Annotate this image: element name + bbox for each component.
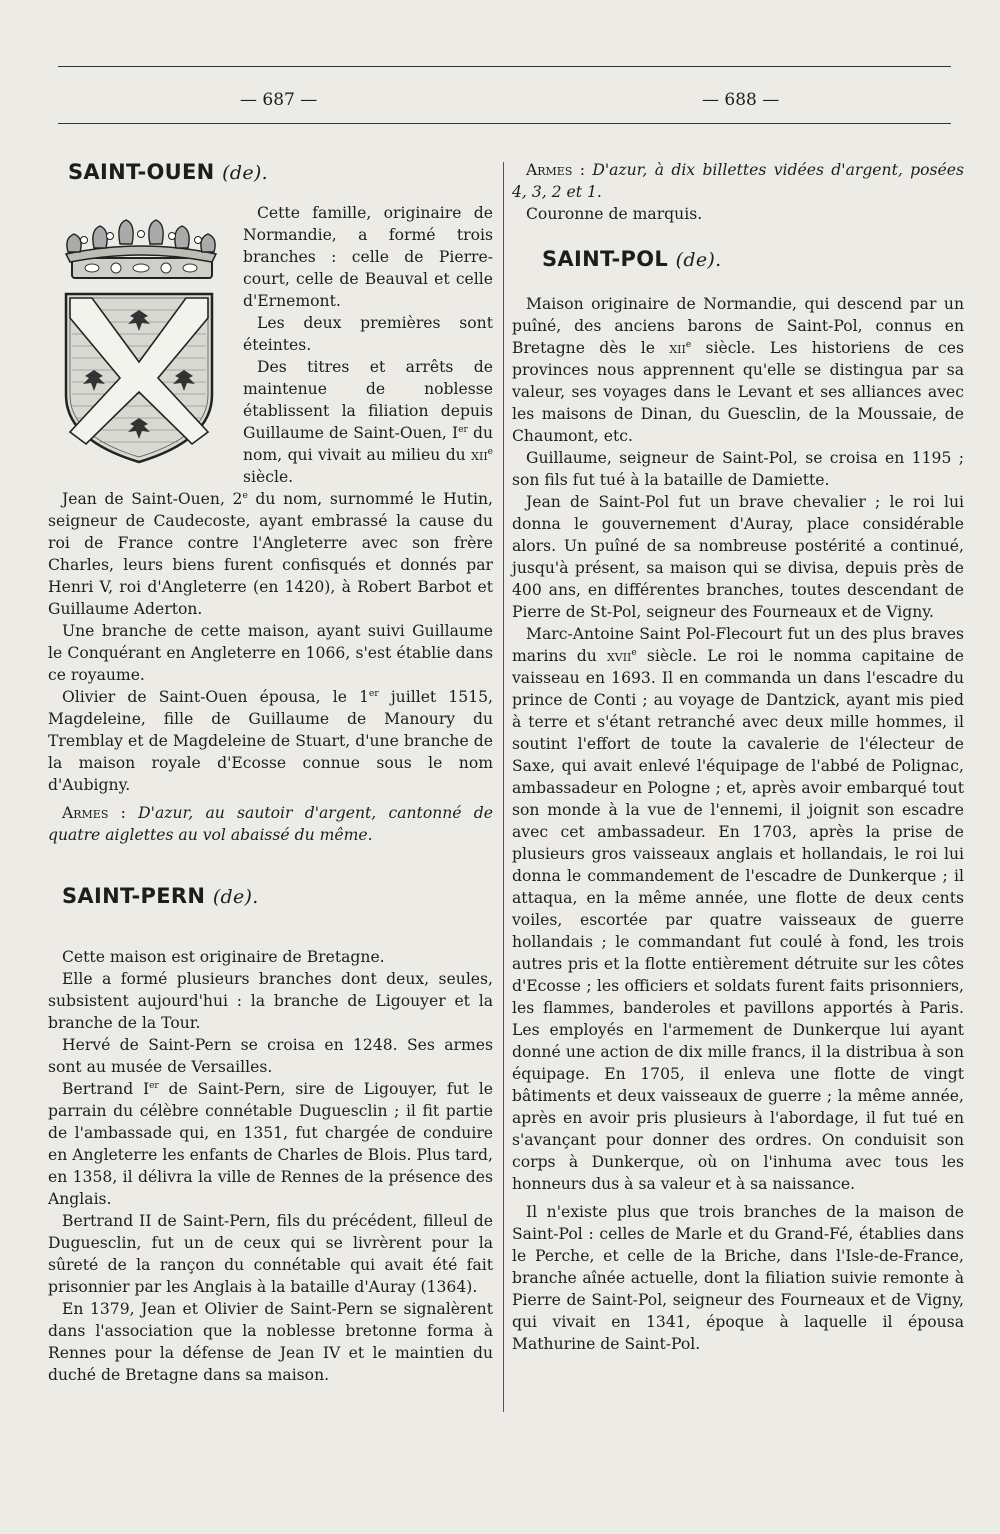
saint-pol-p4 <box>512 623 964 1195</box>
saint-pol-p4-a: Marc-Antoine Saint Pol-Flecourt fut un des plus braves marins du <box>512 625 964 665</box>
saint-ouen-p4-a: Jean de Saint-Ouen, 2 <box>62 490 243 508</box>
saint-ouen-p3-c: siècle. <box>243 468 294 486</box>
saint-ouen-p6-a: Olivier de Saint-Ouen épousa, le 1 <box>62 688 370 706</box>
right-column <box>512 155 964 1355</box>
superscript: er <box>369 688 379 699</box>
marquis-crown-icon <box>66 220 216 278</box>
superscript: e <box>631 647 637 658</box>
saint-pern-p3: Hervé de Saint-Pern se croisa en 1248. Ses armes sont au musée de Versailles. <box>48 1036 493 1076</box>
arms-label: Armes : <box>62 804 126 822</box>
saint-ouen-p3-a: Des titres et arrêts de maintenue de noblesse établissent la filiation depuis Guillaume de Saint-Ouen, I <box>243 358 493 442</box>
saint-pern-p5: Bertrand II de Saint-Pern, fils du précédent, filleul de Duguesclin, fut un de ceux qui se livrèrent pour la sûreté de la rançon du connétable qui avait été fait prisonnier par les Anglais à la bataille d'Auray (1364). <box>48 1212 493 1296</box>
saint-pol-heading <box>542 247 964 271</box>
century-numeral: xvii <box>606 647 632 665</box>
superscript: er <box>458 424 468 435</box>
page-number-right: — 688 — <box>702 90 780 110</box>
saint-ouen-p6 <box>48 686 493 796</box>
column-separator <box>503 162 504 1412</box>
saint-pern-title: SAINT-PERN <box>62 884 206 908</box>
superscript: e <box>242 490 248 501</box>
superscript: e <box>487 446 493 457</box>
century-numeral: xii <box>471 446 488 464</box>
saint-pern-de: (de). <box>212 886 259 908</box>
saint-pol-p1-b: siècle. Les historiens de ces provinces nous apprennent qu'elle se distingua par sa valeur, ses voyages dans le Levant et ses alliances avec les maisons de Dinan, du Guesclin, de la Moussaie, de Chaumont, etc. <box>512 339 964 445</box>
saint-ouen-p3-b: du nom, qui vivait au milieu du <box>243 424 493 464</box>
shield-icon <box>66 294 212 462</box>
arms-text: D'azur, à dix billettes vidées d'argent, posées 4, 3, 2 et 1. <box>512 161 964 201</box>
saint-ouen-p6-b: juillet 1515, Magdeleine, fille de Guillaume de Manoury du Tremblay et de Magdeleine de Stuart, d'une branche de la maison royale d'Ecosse connue sous le nom d'Aubigny. <box>48 688 494 794</box>
saint-ouen-heading <box>68 160 493 184</box>
arms-text: D'azur, au sautoir d'argent, cantonné de quatre aiglettes au vol abaissé du même. <box>48 804 493 844</box>
saint-pol-p2: Guillaume, seigneur de Saint-Pol, se croisa en 1195 ; son fils fut tué à la bataille de Damiette. <box>512 449 964 489</box>
top-rule <box>58 66 951 67</box>
saint-pern-p1: Cette maison est originaire de Bretagne. <box>62 948 385 966</box>
page-number-left: — 687 — <box>240 90 318 110</box>
saint-pern-p4 <box>48 1078 493 1210</box>
saint-pern-p6: En 1379, Jean et Olivier de Saint-Pern se signalèrent dans l'association que la noblesse bretonne forma à Rennes pour la défense de Jean IV et le maintien du duché de Bretagne dans sa maison. <box>48 1300 493 1384</box>
saint-pol-de: (de). <box>675 249 722 271</box>
saint-ouen-p2: Les deux premières sont éteintes. <box>243 314 493 354</box>
saint-ouen-p5: Une branche de cette maison, ayant suivi Guillaume le Conquérant en Angleterre en 1066, s'est établie dans ce royaume. <box>48 622 493 684</box>
saint-ouen-de: (de). <box>222 162 268 184</box>
saint-ouen-p4-b: du nom, surnommé le Hutin, seigneur de Caudecoste, ayant embrassé la cause du roi de France contre l'Angleterre avec son frère Charles, leurs biens furent confisqués et donnés par Henri V, roi d'Angleterre (en 1420), à Robert Barbot et Guillaume Aderton. <box>48 490 493 618</box>
saint-ouen-coat-of-arms <box>54 210 229 470</box>
saint-ouen-p4 <box>48 488 493 620</box>
saint-pol-title: SAINT-POL <box>542 247 669 271</box>
superscript: er <box>149 1080 159 1091</box>
header-rule <box>58 123 951 124</box>
saint-pern-p4-b: de Saint-Pern, sire de Ligouyer, fut le parrain du célèbre connétable Duguesclin ; il fit partie de l'ambassade qui, en 1351, fut chargée de conduire en Angleterre les enfants de Charles de Blois. Plus tard, en 1358, il délivra la ville de Rennes de la présence des Anglais. <box>48 1080 493 1208</box>
arms-label: Armes : <box>526 161 585 179</box>
saint-ouen-title: SAINT-OUEN <box>68 160 215 184</box>
saint-pol-p3: Jean de Saint-Pol fut un brave chevalier ; le roi lui donna le gouvernement d'Auray, place considérable alors. Un puîné de sa nombreuse postérité a continué, jusqu'à présent, sa maison qui se divisa, depuis près de 400 ans, en différentes branches, toutes descendant de Pierre de St-Pol, seigneur des Fourneaux et de Vigny. <box>512 493 964 621</box>
superscript: e <box>685 339 692 350</box>
crown-text: Couronne de marquis. <box>526 205 703 223</box>
saint-pern-heading <box>62 884 493 908</box>
saint-ouen-arms <box>48 802 493 846</box>
saint-pern-p4-a: Bertrand I <box>62 1080 150 1098</box>
saint-pol-p5: Il n'existe plus que trois branches de la maison de Saint-Pol : celles de Marle et du Grand-Fé, établies dans le Perche, et celle de la Briche, dans l'Isle-de-France, branche aînée actuelle, dont la filiation suivie remonte à Pierre de Saint-Pol, seigneur des Fourneaux et de Vigny, qui vivait en 1341, époque à laquelle il épousa Mathurine de Saint-Pol. <box>512 1203 964 1353</box>
saint-pern-arms <box>512 159 964 203</box>
saint-pol-p1 <box>512 293 964 447</box>
saint-pern-p2: Elle a formé plusieurs branches dont deux, seules, subsistent aujourd'hui : la branche de Ligouyer et la branche de la Tour. <box>48 970 493 1032</box>
century-numeral: xii <box>669 339 686 357</box>
saint-ouen-p1: Cette famille, originaire de Normandie, a formé trois branches : celle de Pierre-court, celle de Beauval et celle d'Ernemont. <box>243 204 493 310</box>
saint-pol-p1-a: Maison originaire de Normandie, qui descend par un puîné, des anciens barons de Saint-Pol, connus en Bretagne dès le <box>512 295 964 357</box>
saint-pol-p4-b: siècle. Le roi le nomma capitaine de vaisseau en 1693. Il en commanda un dans l'escadre du prince de Conti ; au voyage de Dantzick, ayant mis pied à terre et s'étant retranché avec deux mille hommes, il soutint l'effort de toute la cavalerie de l'électeur de Saxe, qui avait enlevé l'équipage de l'abbé de Polignac, ambassadeur en Pologne ; et, après avoir embarqué tout son monde à la vue de l'ennemi, il joignit son escadre avec cet ambassadeur. En 1703, après la prise de plusieurs gros vaisseaux anglais et hollandais, le roi lui donna le commandement de l'escadre de Dunkerque ; il attaqua, en la même année, une flotte de deux cents voiles, escortée par quatre vaisseaux de guerre hollandais ; le commandant fut coulé à fond, les trois autres pris et la flotte entièrement détruite sur les côtes d'Ecosse ; les officiers et soldats furent faits prisonniers, les flammes, banderoles et pavillons apportés à Paris. Les employés en l'armement de Dunkerque lui ayant donné une action de dix mille francs, il la distribua à son équipage. En 1705, il enleva une flotte de vingt bâtiments et deux vaisseaux de guerre ; la même année, après en avoir pris plusieurs à l'abordage, il fut tué en s'avançant pour donner des ordres. On conduisit son corps à Dunkerque, où on l'inhuma avec tous les honneurs dus à sa valeur et à sa naissance. <box>512 647 964 1193</box>
left-column <box>48 155 493 1386</box>
